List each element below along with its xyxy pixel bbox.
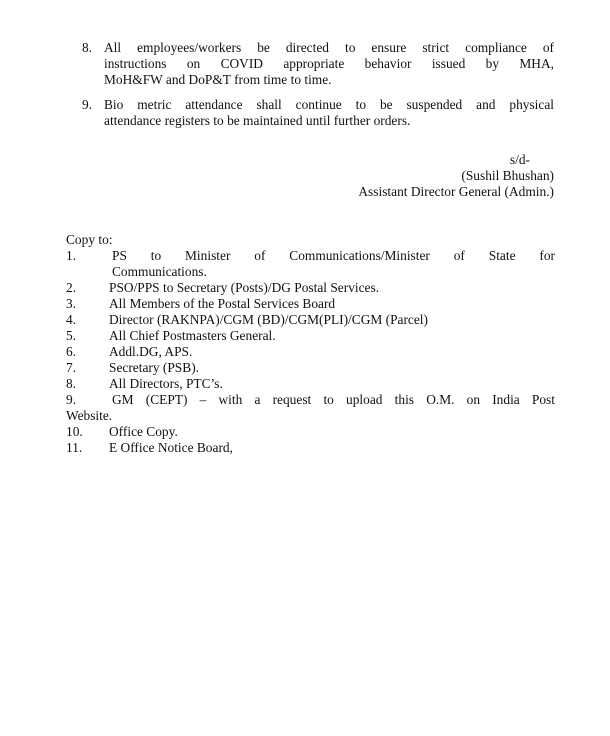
copy-item-text: E Office Notice Board, (109, 440, 233, 455)
copy-item-3 (66, 296, 555, 312)
copy-item-5 (66, 328, 555, 344)
copy-item-2 (66, 280, 555, 296)
point-9 (82, 97, 554, 129)
point-line: instructions on COVID appropriate behavior issued by MHA, (104, 56, 554, 71)
copy-item-9 (66, 392, 555, 424)
copy-item-7 (66, 360, 555, 376)
copy-item-text: PS to Minister of Communications/Minister of State for (112, 248, 555, 263)
copy-item-text: PSO/PPS to Secretary (Posts)/DG Postal Services. (109, 280, 380, 295)
point-line: MoH&FW and DoP&T from time to time. (104, 72, 332, 87)
copy-item-text: All Chief Postmasters General. (109, 328, 276, 343)
copy-item-number: 11. (66, 440, 83, 455)
copy-item-number: 8. (66, 376, 77, 391)
copy-item-text: All Members of the Postal Services Board (109, 296, 336, 311)
signatory-name: (Sushil Bhushan) (461, 168, 554, 183)
copy-item-text: Addl.DG, APS. (109, 344, 193, 359)
copy-item-6 (66, 344, 555, 360)
copy-item-text: Director (RAKNPA)/CGM (BD)/CGM(PLI)/CGM (Parcel) (109, 312, 428, 327)
copy-item-text: All Directors, PTC’s. (109, 376, 223, 391)
point-line: Bio metric attendance shall continue to be suspended and physical (104, 97, 554, 112)
copy-item-number: 6. (66, 344, 77, 359)
copy-item-1 (66, 248, 555, 280)
point-text (104, 40, 554, 88)
copy-item-number: 9. (66, 392, 77, 407)
copy-to-section (66, 232, 555, 456)
point-line: All employees/workers be directed to ensure strict compliance of (104, 40, 554, 55)
copy-item-number: 1. (66, 248, 77, 263)
copy-item-number: 4. (66, 312, 77, 327)
instruction-points (82, 40, 554, 138)
copy-item-10 (66, 424, 555, 440)
point-number: 8. (82, 40, 93, 55)
copy-item-8 (66, 376, 555, 392)
copy-item-text: Secretary (PSB). (109, 360, 199, 375)
copy-item-number: 5. (66, 328, 77, 343)
copy-item-number: 3. (66, 296, 77, 311)
point-8 (82, 40, 554, 88)
point-number: 9. (82, 97, 93, 112)
copy-to-heading: Copy to: (66, 232, 113, 247)
copy-item-text-continued: Website. (66, 408, 113, 423)
signatory-designation: Assistant Director General (Admin.) (358, 184, 554, 199)
signed-mark: s/d- (509, 152, 530, 167)
copy-item-text-continued: Communications. (112, 264, 207, 279)
copy-item-11 (66, 440, 555, 456)
copy-item-text: GM (CEPT) – with a request to upload this O.M. on India Post (112, 392, 555, 407)
copy-item-number: 10. (66, 424, 83, 439)
copy-item-number: 2. (66, 280, 77, 295)
copy-item-4 (66, 312, 555, 328)
signature-block (358, 152, 554, 200)
copy-item-text: Office Copy. (109, 424, 178, 439)
copy-item-number: 7. (66, 360, 77, 375)
point-text (104, 97, 554, 129)
point-line: attendance registers to be maintained until further orders. (104, 113, 411, 128)
